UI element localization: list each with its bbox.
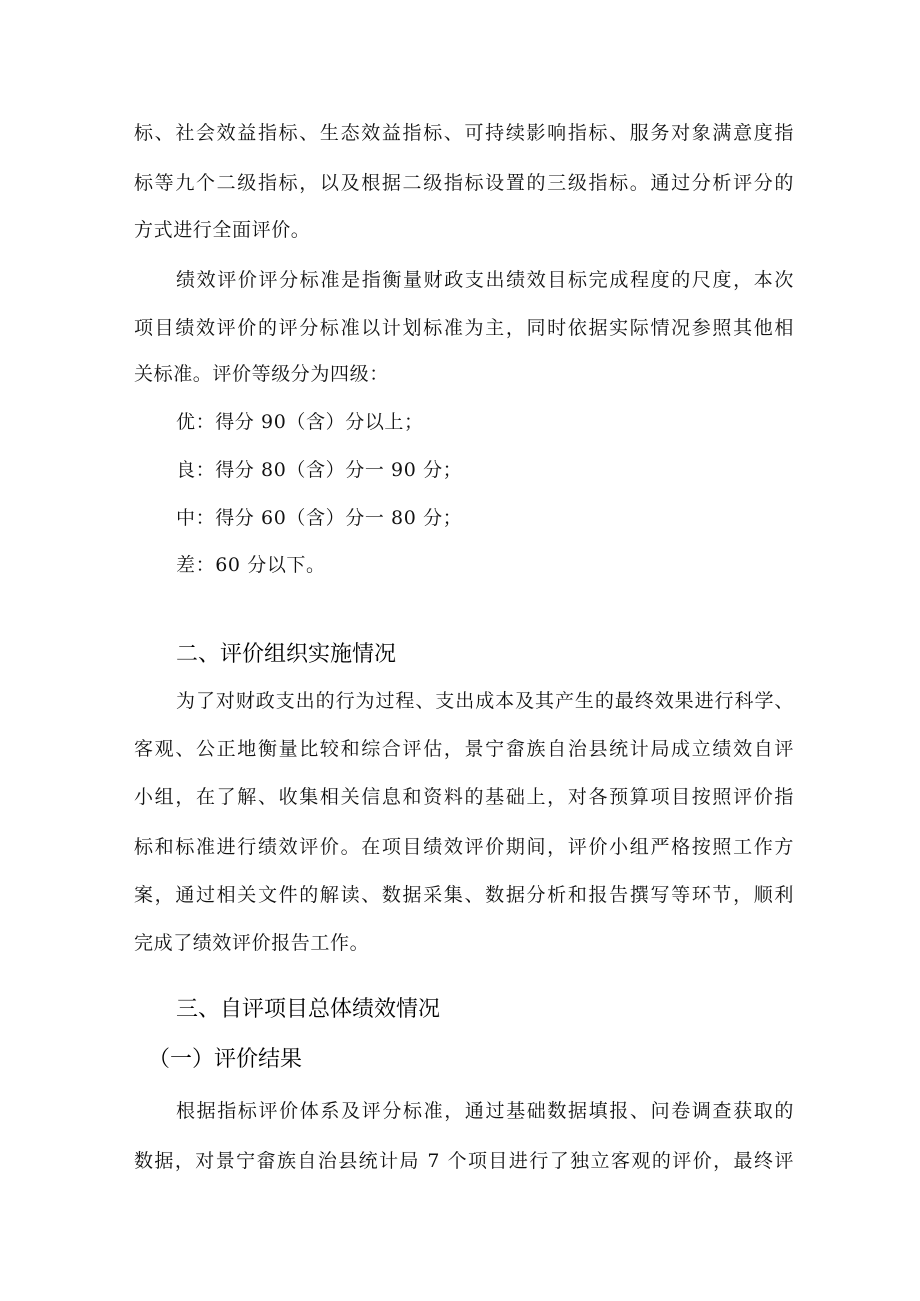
section3-heading: 三、自评项目总体绩效情况 xyxy=(176,997,441,1022)
grade-medium: 中：得分 60（含）分一 80 分； xyxy=(176,507,463,529)
para2-line-2: 项目绩效评价的评分标准以计划标准为主，同时依据实际情况参照其他相 xyxy=(134,317,794,339)
section2-line-5: 案，通过相关文件的解读、数据采集、数据分析和报告撰写等环节，顺利 xyxy=(134,884,794,906)
section2-line-4: 标和标准进行绩效评价。在项目绩效评价期间，评价小组严格按照工作方 xyxy=(134,836,794,858)
para1-line-3: 方式进行全面评价。 xyxy=(134,219,311,241)
section2-line-1: 为了对财政支出的行为过程、支出成本及其产生的最终效果进行科学、 xyxy=(176,690,794,712)
section3-subheading: （一）评价结果 xyxy=(148,1047,303,1072)
section2-line-6: 完成了绩效评价报告工作。 xyxy=(134,932,370,954)
section3-line-1: 根据指标评价体系及评分标准，通过基础数据填报、问卷调查获取的 xyxy=(176,1100,794,1122)
para1-line-1: 标、社会效益指标、生态效益指标、可持续影响指标、服务对象满意度指 xyxy=(134,122,794,144)
grade-excellent: 优：得分 90（含）分以上； xyxy=(176,411,424,433)
section2-line-2: 客观、公正地衡量比较和综合评估，景宁畲族自治县统计局成立绩效自评 xyxy=(134,738,794,760)
para2-line-3: 关标准。评价等级分为四级： xyxy=(134,363,389,385)
para2-line-1: 绩效评价评分标准是指衡量财政支出绩效目标完成程度的尺度，本次 xyxy=(176,269,794,291)
grade-good: 良：得分 80（含）分一 90 分； xyxy=(176,459,463,481)
grade-poor: 差：60 分以下。 xyxy=(176,554,326,576)
para1-line-2: 标等九个二级指标，以及根据二级指标设置的三级指标。通过分析评分的 xyxy=(134,172,794,194)
section2-line-3: 小组，在了解、收集相关信息和资料的基础上，对各预算项目按照评价指 xyxy=(134,786,794,808)
section3-line-2: 数据，对景宁畲族自治县统计局 7 个项目进行了独立客观的评价，最终评 xyxy=(134,1150,794,1172)
section2-heading: 二、评价组织实施情况 xyxy=(176,642,397,667)
